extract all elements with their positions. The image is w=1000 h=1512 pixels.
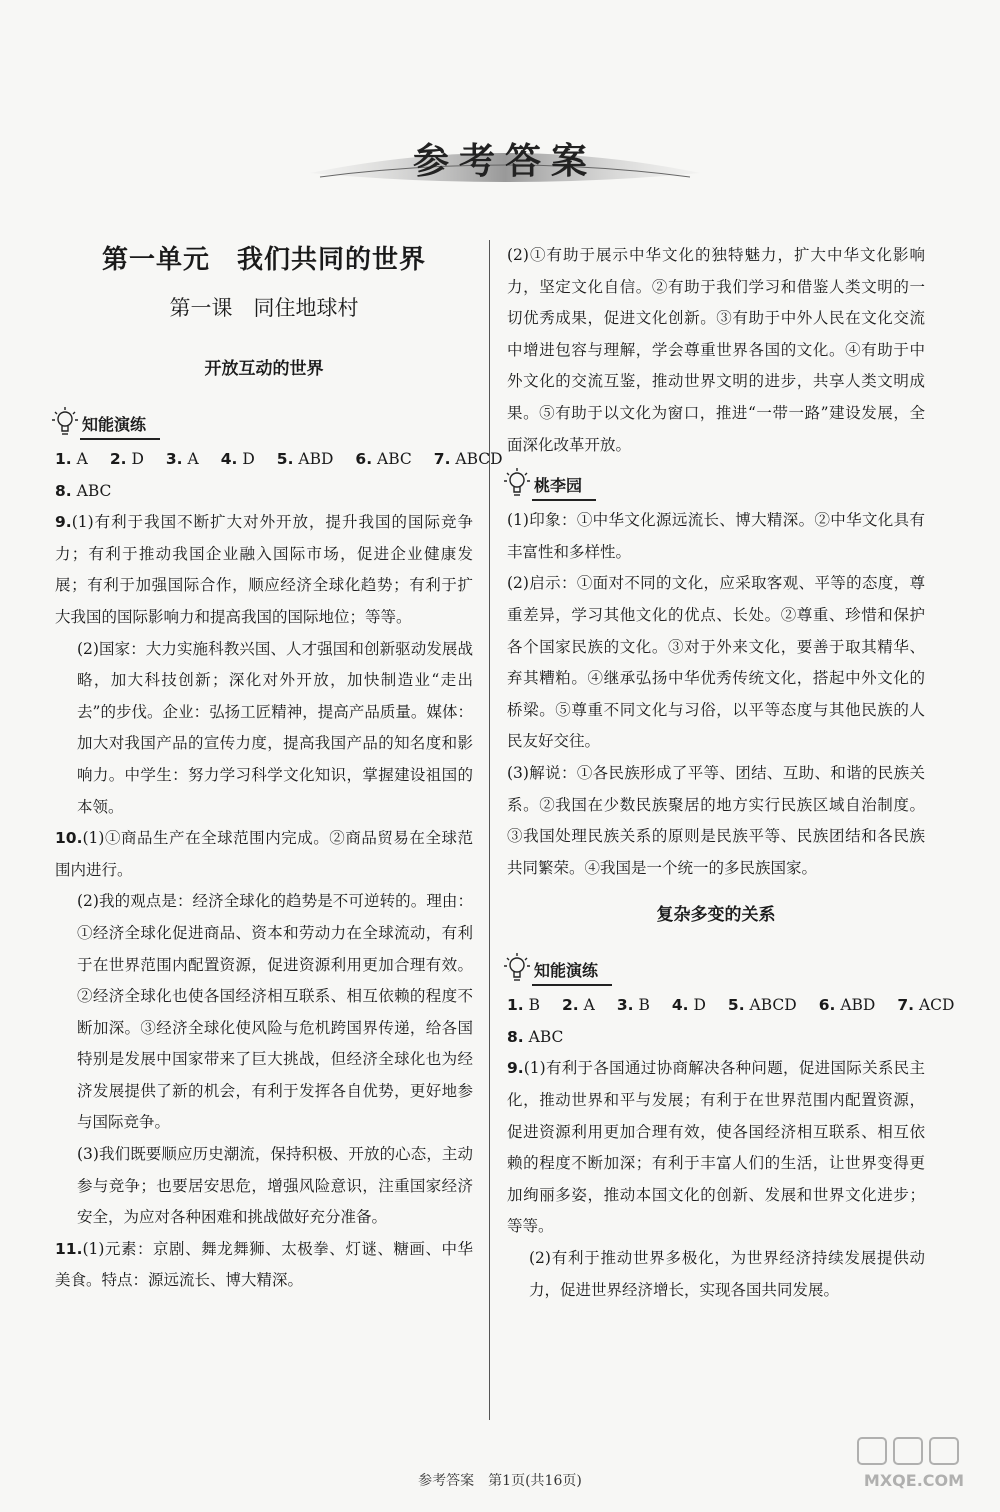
practice-tag	[502, 948, 925, 986]
answer-10-part2: (2)我的观点是：经济全球化的趋势是不可逆转的。理由：①经济全球化促进商品、资本和劳动力在全球流动，有利于在世界范围内配置资源，促进资源利用更加合理有效。②经济全球化也使各国经济相互联系、相互依赖的程度不断加深。③经济全球化使风险与危机跨国界传递，给各国特别是发展中国家带来了巨大挑战，但经济全球化也为经济发展提供了新的机会，有利于发挥各自优势，更好地参与国际竞争。	[77, 892, 473, 1132]
lightbulb-icon	[502, 465, 532, 501]
section-title: 开放互动的世界	[204, 359, 324, 379]
mcq-item: 1. A	[55, 450, 88, 468]
mcq-item: 5. ABCD	[727, 996, 797, 1015]
taoli-tag-label: 桃李园	[532, 475, 596, 501]
answer-9-part1: 9.(1)有利于各国通过协商解决各种问题，促进国际关系民主化，推动世界和平与发展；有利于在世界范围内配置资源，促进资源利用更加合理有效，使各国经济相互联系、相互依赖的程度不断加深；有利于丰富人们的生活，让世界变得更加绚丽多姿，推动本国文化的创新、发展和世界文化进步；等等。	[507, 1059, 925, 1236]
mcq-item: 3. B	[616, 996, 650, 1015]
page-footer: 参考答案 第1页(共16页)	[418, 1473, 582, 1489]
answer-11-part2: (2)①有助于展示中华文化的独特魅力，扩大中华文化影响力，坚定文化自信。②有助于我们学习和借鉴人类文明的一切优秀成果，促进文化创新。③有助于中外人民在文化交流中增进包容与理解，学会尊重世界各国的文化。④有助于中外文化的交流互鉴，推动世界文明的进步，共享人类文明成果。⑤有助于以文化为窗口，推进“一带一路”建设发展，全面深化改革开放。	[507, 246, 925, 454]
mcq-item: 1. B	[507, 996, 541, 1015]
practice-tag-label: 知能演练	[80, 414, 160, 440]
practice-tag	[50, 402, 473, 440]
answer-9-part1: 9.(1)有利于我国不断扩大对外开放，提升我国的国际竞争力；有利于推动我国企业融入国际市场，促进企业健康发展；有利于加强国际合作，顺应经济全球化趋势；有利于扩大我国的国际影响力和提高我国的国际地位；等等。	[55, 513, 473, 626]
practice-tag-label: 知能演练	[532, 960, 612, 986]
mcq-item: 4. D	[671, 996, 706, 1015]
answer-8: 8. ABC	[55, 481, 112, 500]
mcq-answers	[55, 444, 503, 476]
mcq-item: 4. D	[220, 450, 255, 468]
right-column	[507, 240, 955, 1306]
mcq-item: 3. A	[165, 450, 199, 468]
lightbulb-icon	[50, 404, 80, 440]
left-column	[55, 240, 503, 1297]
mcq-item: 7. ABCD	[433, 450, 503, 468]
answer-banner	[290, 115, 720, 195]
unit-title: 第一单元 我们共同的世界	[101, 245, 426, 275]
watermark-text: MXQE.COM	[863, 1471, 965, 1490]
taoli-part2: (2)启示：①面对不同的文化，应采取客观、平等的态度，尊重差异，学习其他文化的优点、长处。②尊重、珍惜和保护各个国家民族的文化。③对于外来文化，要善于取其精华、弃其糟粕。④继承弘扬中华优秀传统文化，搭起中外文化的桥梁。⑤尊重不同文化与习俗，以平等态度与其他民族的人民友好交往。	[507, 574, 925, 751]
answer-11-part1: 11.(1)元素：京剧、舞龙舞狮、太极拳、灯谜、糖画、中华美食。特点：源远流长、博大精深。	[55, 1239, 473, 1290]
lesson-title: 第一课 同住地球村	[169, 296, 359, 320]
answer-9-part2: (2)国家：大力实施科教兴国、人才强国和创新驱动发展战略，加大科技创新；深化对外开放，加快制造业“走出去”的步伐。企业：弘扬工匠精神，提高产品质量。媒体：加大对我国产品的宣传力度，提高我国产品的知名度和影响力。中学生：努力学习科学文化知识，掌握建设祖国的本领。	[77, 639, 473, 816]
answer-10-part3: (3)我们既要顺应历史潮流，保持积极、开放的心态，主动参与竞争；也要居安思危，增强风险意识，注重国家经济安全，为应对各种困难和挑战做好充分准备。	[77, 1145, 473, 1227]
taoli-part3: (3)解说：①各民族形成了平等、团结、互助、和谐的民族关系。②我国在少数民族聚居的地方实行民族区域自治制度。③我国处理民族关系的原则是民族平等、民族团结和各民族共同繁荣。④我国是一个统一的多民族国家。	[507, 763, 925, 877]
answer-9-part2: (2)有利于推动世界多极化，为世界经济持续发展提供动力，促进世界经济增长，实现各国共同发展。	[529, 1249, 925, 1299]
section-title: 复杂多变的关系	[656, 905, 776, 926]
lightbulb-icon	[502, 950, 532, 986]
column-divider	[489, 240, 490, 1420]
taoli-part1: (1)印象：①中华文化源远流长、博大精深。②中华文化具有丰富性和多样性。	[507, 511, 925, 561]
mcq-item: 6. ABC	[355, 450, 412, 468]
mcq-item: 2. D	[109, 450, 144, 468]
watermark-logo	[850, 1434, 980, 1494]
mcq-item: 2. A	[562, 996, 595, 1015]
answer-8: 8. ABC	[507, 1027, 564, 1046]
answer-10-part1: 10.(1)①商品生产在全球范围内完成。②商品贸易在全球范围内进行。	[55, 829, 473, 879]
mcq-item: 5. ABD	[276, 450, 334, 468]
mcq-item: 7. ACD	[897, 996, 955, 1015]
taoli-tag	[502, 463, 925, 501]
mcq-answers	[507, 990, 955, 1022]
banner-title: 参考答案	[412, 141, 597, 182]
mcq-item: 6. ABD	[818, 996, 876, 1015]
